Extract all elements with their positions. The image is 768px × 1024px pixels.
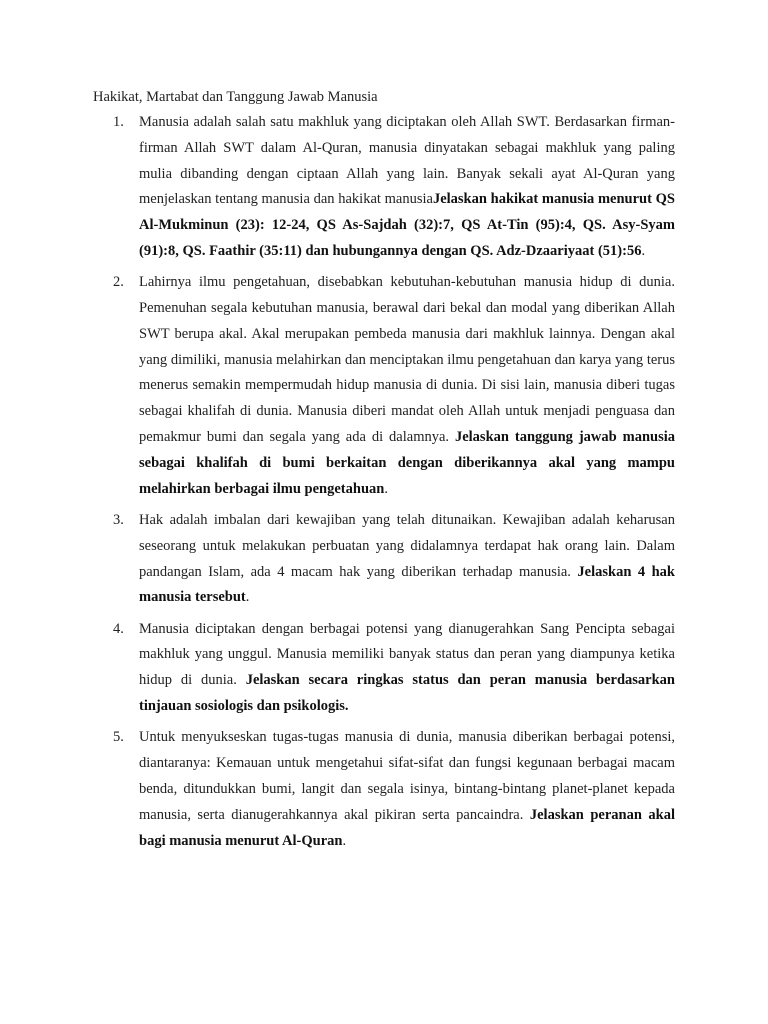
list-item	[93, 508, 675, 611]
item-number: 4.	[113, 620, 124, 637]
item-number: 5.	[113, 729, 124, 746]
item-context: Lahirnya ilmu pengetahuan, disebabkan kebutuhan-kebutuhan manusia hidup di dunia. Pemenuhan segala kebutuhan manusia, berawal dari bekal dan modal yang diberikan Allah SWT berupa akal. Akal merupakan pembeda manusia dari makhluk lainnya. Dengan akal yang dimiliki, manusia melahirkan dan menciptakan ilmu pengetahuan dan karya yang terus menerus semakin mempermudah hidup manusia di dunia. Di sisi lain, manusia diberi tugas sebagai khalifah di dunia. Manusia diberi mandat oleh Allah untuk menjadi penguasa dan pemakmur bumi dan segala yang ada di dalamnya.	[139, 274, 675, 446]
item-text	[139, 621, 675, 714]
item-text	[139, 512, 675, 605]
list-item	[93, 725, 675, 854]
item-tail: .	[384, 480, 388, 497]
item-question: Jelaskan tanggung jawab manusia sebagai khalifah di bumi berkaitan dengan diberikannya akal yang mampu melahirkan berbagai ilmu pengetahuan	[139, 429, 675, 497]
item-question: Jelaskan secara ringkas status dan peran manusia berdasarkan tinjauan sosiologis dan psikologis.	[139, 672, 675, 715]
item-tail: .	[641, 242, 646, 259]
item-text	[139, 729, 675, 848]
question-list	[93, 110, 675, 860]
item-number: 3.	[113, 511, 124, 528]
list-item	[93, 270, 675, 502]
item-number: 1.	[113, 114, 124, 130]
item-question: Jelaskan 4 hak manusia tersebut	[139, 563, 675, 606]
item-tail: .	[342, 832, 347, 849]
item-text	[139, 274, 675, 496]
list-item	[93, 617, 675, 720]
item-context: Hak adalah imbalan dari kewajiban yang telah ditunaikan. Kewajiban adalah keharusan seseorang untuk melakukan perbuatan yang didalamnya terdapat hak orang lain. Dalam pandangan Islam, ada 4 macam hak yang diberikan terhadap manusia.	[139, 511, 675, 580]
item-number: 2.	[113, 274, 124, 291]
list-item	[93, 110, 675, 265]
item-question: Jelaskan peranan akal bagi manusia menurut Al-Quran	[139, 806, 675, 849]
item-context: Manusia diciptakan dengan berbagai potensi yang dianugerahkan Sang Pencipta sebagai makhluk yang unggul. Manusia memiliki banyak status dan peran yang diampunya ketika hidup di dunia.	[139, 620, 675, 689]
item-tail: .	[245, 589, 250, 606]
document-title: Hakikat, Martabat dan Tanggung Jawab Manusia	[93, 89, 378, 105]
item-context: Manusia adalah salah satu makhluk yang diciptakan oleh Allah SWT. Berdasarkan firman-firman Allah SWT dalam Al-Quran, manusia dinyatakan sebagai makhluk yang paling mulia dibanding dengan ciptaan Allah yang lain. Banyak sekali ayat Al-Quran yang menjelaskan tentang manusia dan hakikat manusia	[139, 114, 675, 208]
item-question: Jelaskan hakikat manusia menurut QS Al-Mukminun (23): 12-24, QS As-Sajdah (32):7, QS At-Tin (95):4, QS. Asy-Syam (91):8, QS. Faathir (35:11) dan hubungannya dengan QS. Adz-Dzaariyaat (51):56	[139, 191, 675, 259]
item-context: Untuk menyukseskan tugas-tugas manusia di dunia, manusia diberikan berbagai potensi, diantaranya: Kemauan untuk mengetahui sifat-sifat dan fungsi kegunaan berbagai macam benda, ditundukkan bumi, langit dan segala isinya, bintang-bintang planet-planet kepada manusia, serta dianugerahkannya akal pikiran serta pancaindra.	[139, 729, 675, 823]
item-text	[139, 114, 675, 259]
